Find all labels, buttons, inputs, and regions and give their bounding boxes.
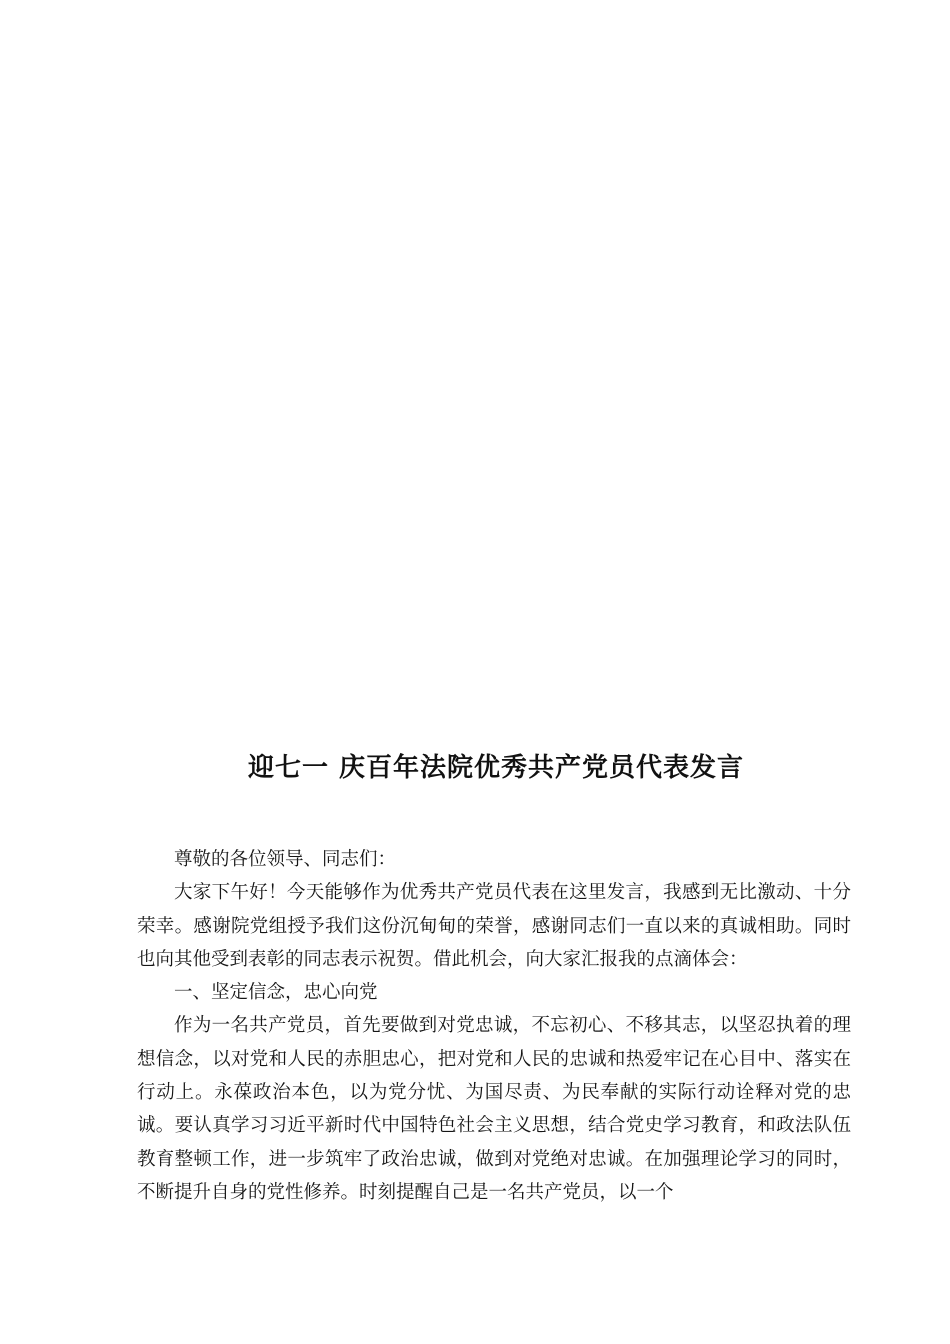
document-title: 迎七一 庆百年法院优秀共产党员代表发言 [248, 753, 745, 783]
document-body [137, 843, 851, 1209]
salutation-paragraph: 尊敬的各位领导、同志们： [174, 849, 397, 870]
section-heading: 一、坚定信念，忠心向党 [174, 982, 378, 1004]
section-paragraph: 作为一名共产党员，首先要做到对党忠诚，不忘初心、不移其志，以坚忍执着的理想信念，以对党和人民的赤胆忠心，把对党和人民的忠诚和热爱牢记在心目中、落实在行动上。永葆政治本色，以为党分忧、为国尽责、为民奉献的实际行动诠释对党的忠诚。要认真学习习近平新时代中国特色社会主义思想，结合党史学习教育，和政法队伍教育整顿工作，进一步筑牢了政治忠诚，做到对党绝对忠诚。在加强理论学习的同时，不断提升自身的党性修养。时刻提醒自己是一名共产党员，以一个 [137, 1015, 851, 1203]
opening-paragraph: 大家下午好！今天能够作为优秀共产党员代表在这里发言，我感到无比激动、十分荣幸。感谢院党组授予我们这份沉甸甸的荣誉，感谢同志们一直以来的真诚相助。同时也向其他受到表彰的同志表示祝贺。借此机会，向大家汇报我的点滴体会： [137, 882, 851, 970]
